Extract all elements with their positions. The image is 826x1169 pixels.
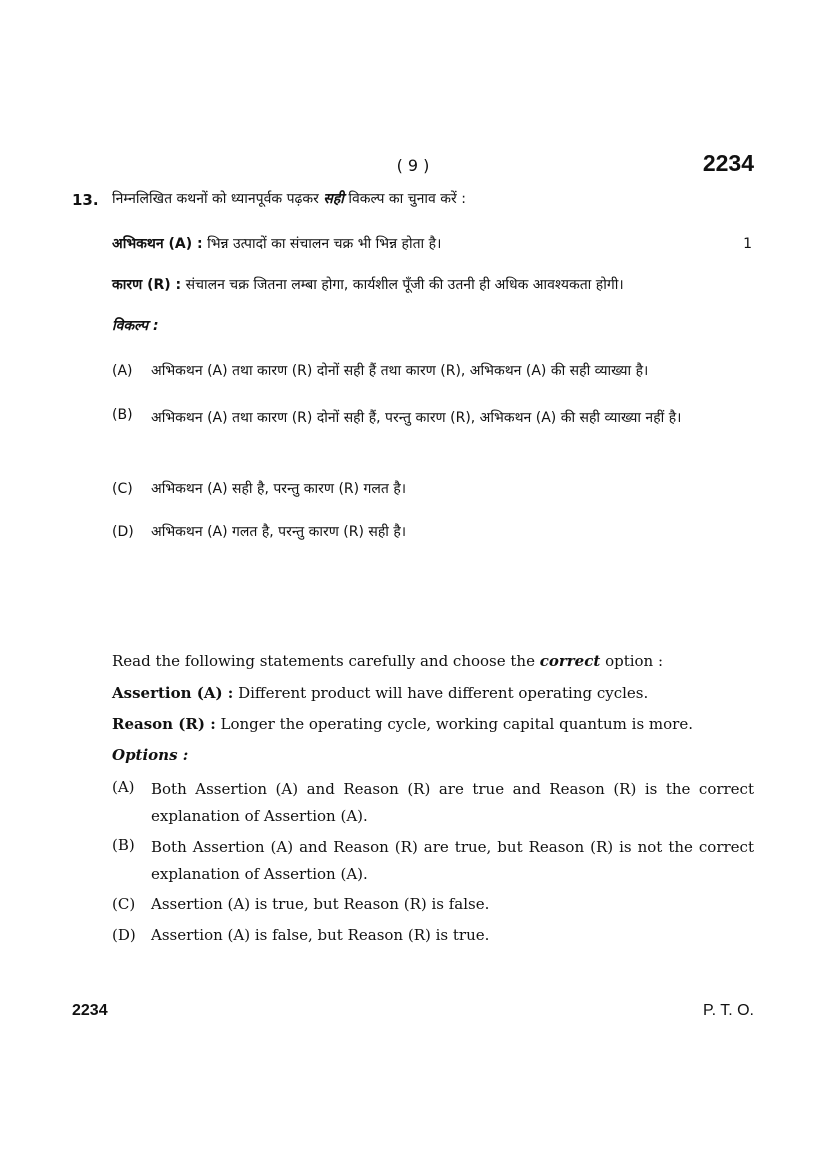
hindi-assertion-label: अभिकथन (A) : <box>112 236 203 252</box>
english-option-c-label: (C) <box>112 895 136 913</box>
pto-label: P. T. O. <box>703 1002 754 1019</box>
english-instruction-text: Read the following statements carefully and choose the <box>112 652 540 670</box>
english-option-c-text: Assertion (A) is true, but Reason (R) is false. <box>151 895 490 913</box>
english-reason-text: Longer the operating cycle, working capital quantum is more. <box>215 715 693 733</box>
hindi-assertion-text: भिन्न उत्पादों का संचालन चक्र भी भिन्न होता है। <box>202 236 442 252</box>
english-assertion <box>112 682 648 704</box>
hindi-option-d-label: (D) <box>112 524 134 540</box>
hindi-reason <box>112 275 624 295</box>
english-instruction <box>112 650 663 672</box>
english-reason-label: Reason (R) : <box>112 715 216 733</box>
hindi-instruction <box>112 189 466 209</box>
english-assertion-text: Different product will have different operating cycles. <box>233 684 649 702</box>
hindi-reason-text: संचालन चक्र जितना लम्बा होगा, कार्यशील पूँजी की उतनी ही अधिक आवश्यकता होगी। <box>181 277 624 293</box>
english-instruction-text-end: option : <box>600 652 664 670</box>
hindi-options-label: विकल्प : <box>112 318 159 334</box>
hindi-option-c-text: अभिकथन (A) सही है, परन्तु कारण (R) गलत है। <box>151 481 407 497</box>
hindi-option-d-text: अभिकथन (A) गलत है, परन्तु कारण (R) सही है। <box>151 524 407 540</box>
hindi-option-b-label: (B) <box>112 407 133 423</box>
paper-code-footer: 2234 <box>72 1002 108 1019</box>
english-assertion-label: Assertion (A) : <box>112 684 234 702</box>
english-instruction-emphasis: correct <box>539 652 601 670</box>
hindi-reason-label: कारण (R) : <box>112 277 182 293</box>
marks: 1 <box>743 236 752 252</box>
hindi-option-b-text: अभिकथन (A) तथा कारण (R) दोनों सही हैं, परन्तु कारण (R), अभिकथन (A) की सही व्याख्या नहीं है। <box>151 410 682 426</box>
hindi-instruction-text: निम्नलिखित कथनों को ध्यानपूर्वक पढ़कर <box>112 191 324 207</box>
english-option-b-label: (B) <box>112 836 135 854</box>
english-options-label: Options : <box>112 746 189 764</box>
hindi-assertion <box>112 234 441 254</box>
hindi-option-c-label: (C) <box>112 481 133 497</box>
hindi-option-a-text: अभिकथन (A) तथा कारण (R) दोनों सही हैं तथा कारण (R), अभिकथन (A) की सही व्याख्या है। <box>151 363 649 379</box>
hindi-option-a-label: (A) <box>112 363 133 379</box>
english-option-b-text: Both Assertion (A) and Reason (R) are true, but Reason (R) is not the correct explanation of Assertion (A). <box>151 838 754 883</box>
paper-code-header: 2234 <box>702 150 754 176</box>
english-reason <box>112 713 693 735</box>
hindi-instruction-text-end: विकल्प का चुनाव करें : <box>343 191 466 207</box>
english-option-d-text: Assertion (A) is false, but Reason (R) is true. <box>151 926 490 944</box>
english-option-d-label: (D) <box>112 926 136 944</box>
hindi-instruction-emphasis: सही <box>323 191 344 207</box>
english-option-a-text: Both Assertion (A) and Reason (R) are true and Reason (R) is the correct explanation of Assertion (A). <box>151 780 754 825</box>
page-number: ( 9 ) <box>396 156 430 175</box>
question-number: 13. <box>72 191 99 209</box>
english-option-a-label: (A) <box>112 778 135 796</box>
